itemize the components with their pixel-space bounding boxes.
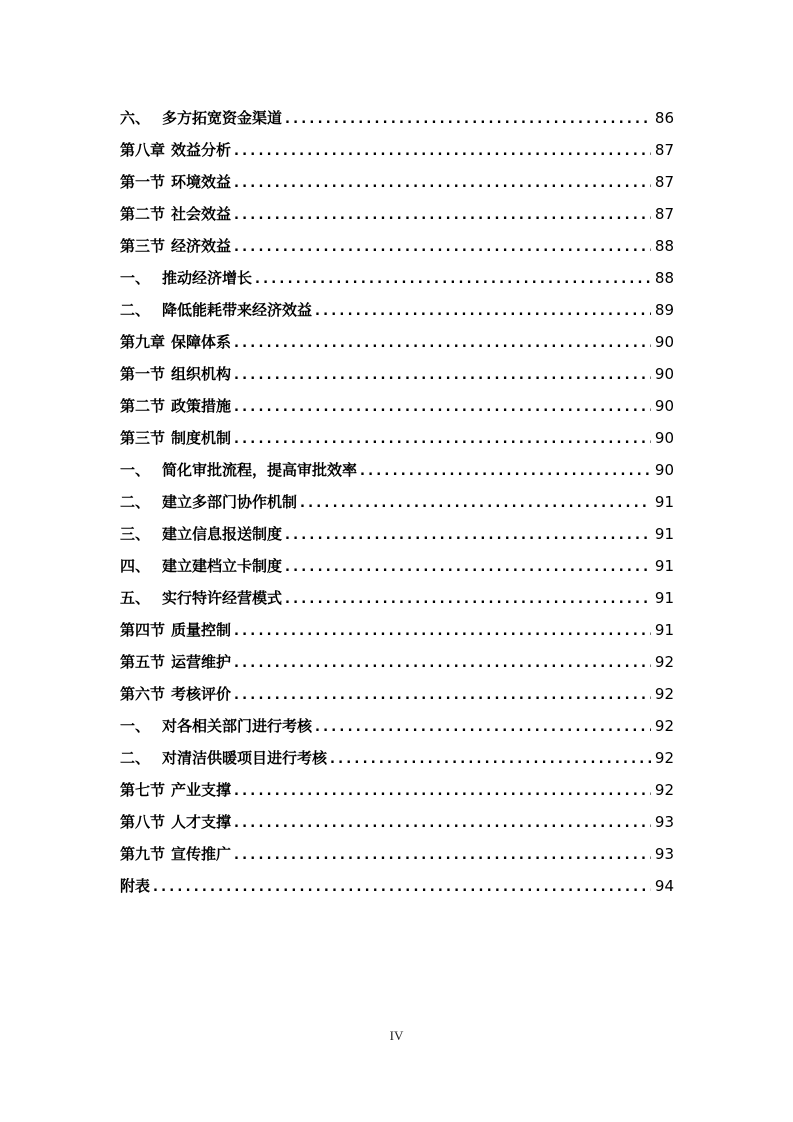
toc-entry-page-number: 91	[654, 557, 674, 575]
toc-entry[interactable]	[120, 422, 674, 454]
toc-dot-leader	[360, 456, 651, 488]
toc-entry-number: 二、	[120, 749, 151, 767]
toc-entry-label	[120, 294, 312, 326]
toc-entry-page-number: 92	[654, 717, 674, 735]
toc-entry-page-number: 92	[654, 781, 674, 799]
toc-entry-label	[120, 166, 231, 198]
toc-entry-number: 三、	[120, 525, 151, 543]
toc-entry-number: 四、	[120, 557, 151, 575]
toc-entry[interactable]	[120, 230, 674, 262]
toc-dot-leader	[234, 680, 651, 712]
toc-entry[interactable]	[120, 582, 674, 614]
toc-entry-title: 人才支撑	[171, 813, 232, 831]
toc-entry-title: 对各相关部门进行考核	[162, 717, 313, 735]
toc-entry[interactable]	[120, 262, 674, 294]
toc-entry-number: 二、	[120, 301, 151, 319]
toc-entry-label	[120, 710, 312, 742]
toc-entry-number: 一、	[120, 717, 151, 735]
toc-entry[interactable]	[120, 550, 674, 582]
toc-entry-title: 建立信息报送制度	[162, 525, 283, 543]
toc-entry-page-number: 89	[654, 301, 674, 319]
toc-entry-page-number: 90	[654, 429, 674, 447]
toc-entry-title: 宣传推广	[171, 845, 232, 863]
toc-entry-number: 第八章	[120, 141, 166, 159]
toc-entry-page-number: 93	[654, 813, 674, 831]
toc-entry-title: 政策措施	[171, 397, 232, 415]
toc-entry[interactable]	[120, 198, 674, 230]
toc-entry[interactable]	[120, 358, 674, 390]
toc-entry-label	[120, 230, 231, 262]
toc-entry[interactable]	[120, 774, 674, 806]
toc-entry-page-number: 91	[654, 621, 674, 639]
toc-entry-number: 第一节	[120, 365, 166, 383]
toc-entry-label	[120, 806, 231, 838]
toc-dot-leader	[234, 200, 651, 232]
toc-entry-label	[120, 262, 252, 294]
toc-entry-title: 保障体系	[171, 333, 232, 351]
toc-entry-title: 社会效益	[171, 205, 232, 223]
toc-entry-page-number: 92	[654, 653, 674, 671]
toc-entry[interactable]	[120, 294, 674, 326]
toc-dot-leader	[234, 392, 651, 424]
toc-entry-title: 附表	[120, 877, 151, 895]
toc-entry-number: 第九节	[120, 845, 166, 863]
toc-entry-label	[120, 326, 231, 358]
toc-dot-leader	[234, 360, 651, 392]
toc-entry[interactable]	[120, 806, 674, 838]
toc-entry-title: 多方拓宽资金渠道	[162, 109, 283, 127]
toc-entry-title: 质量控制	[171, 621, 232, 639]
toc-entry-page-number: 90	[654, 397, 674, 415]
toc-entry-label	[120, 358, 231, 390]
toc-dot-leader	[315, 296, 651, 328]
toc-dot-leader	[234, 648, 651, 680]
toc-entry-number: 二、	[120, 493, 151, 511]
toc-entry-title: 降低能耗带来经济效益	[162, 301, 313, 319]
toc-entry-number: 第五节	[120, 653, 166, 671]
toc-entry-title: 组织机构	[171, 365, 232, 383]
toc-entry[interactable]	[120, 518, 674, 550]
toc-entry-page-number: 91	[654, 493, 674, 511]
toc-dot-leader	[234, 776, 651, 808]
toc-entry-number: 第六节	[120, 685, 166, 703]
toc-entry-page-number: 87	[654, 205, 674, 223]
toc-dot-leader	[153, 872, 651, 904]
toc-entry[interactable]	[120, 838, 674, 870]
toc-dot-leader	[234, 168, 651, 200]
toc-dot-leader	[285, 552, 651, 584]
toc-dot-leader	[315, 712, 651, 744]
page-number-footer: IV	[389, 1028, 404, 1043]
toc-dot-leader	[234, 328, 651, 360]
toc-entry-label	[120, 870, 150, 902]
toc-entry-title: 运营维护	[171, 653, 232, 671]
toc-entry-label	[120, 742, 327, 774]
toc-entry-label	[120, 102, 282, 134]
toc-entry-number: 第二节	[120, 397, 166, 415]
toc-dot-leader	[234, 136, 651, 168]
toc-entry-title: 实行特许经营模式	[162, 589, 283, 607]
toc-entry-label	[120, 486, 297, 518]
toc-entry-label	[120, 550, 282, 582]
toc-dot-leader	[255, 264, 651, 296]
toc-dot-leader	[285, 520, 651, 552]
toc-dot-leader	[330, 744, 651, 776]
toc-entry-label	[120, 582, 282, 614]
toc-entry-label	[120, 422, 231, 454]
toc-entry-page-number: 88	[654, 269, 674, 287]
toc-entry-label	[120, 838, 231, 870]
toc-entry-number: 五、	[120, 589, 151, 607]
toc-entry-page-number: 86	[654, 109, 674, 127]
toc-entry-page-number: 90	[654, 365, 674, 383]
toc-entry-page-number: 90	[654, 333, 674, 351]
toc-entry-label	[120, 518, 282, 550]
toc-entry-label	[120, 774, 231, 806]
toc-entry-title: 效益分析	[171, 141, 232, 159]
toc-dot-leader	[234, 424, 651, 456]
toc-dot-leader	[234, 616, 651, 648]
toc-entry-title: 对清洁供暖项目进行考核	[162, 749, 328, 767]
toc-entry-number: 第八节	[120, 813, 166, 831]
toc-entry-title: 推动经济增长	[162, 269, 253, 287]
toc-entry-title: 建立建档立卡制度	[162, 557, 283, 575]
toc-dot-leader	[285, 104, 651, 136]
toc-entry-label	[120, 678, 231, 710]
toc-entry[interactable]	[120, 678, 674, 710]
toc-dot-leader	[285, 584, 651, 616]
toc-entry-number: 第四节	[120, 621, 166, 639]
toc-entry-label	[120, 198, 231, 230]
toc-entry-page-number: 88	[654, 237, 674, 255]
toc-entry-page-number: 87	[654, 141, 674, 159]
toc-entry[interactable]	[120, 454, 674, 486]
toc-entry[interactable]	[120, 486, 674, 518]
toc-entry-number: 一、	[120, 269, 151, 287]
toc-entry[interactable]	[120, 646, 674, 678]
toc-entry-title: 环境效益	[171, 173, 232, 191]
toc-entry-number: 一、	[120, 461, 151, 479]
toc-entry[interactable]	[120, 390, 674, 422]
toc-entry-page-number: 87	[654, 173, 674, 191]
toc-entry-label	[120, 614, 231, 646]
toc-entry-title: 考核评价	[171, 685, 232, 703]
toc-entry[interactable]	[120, 710, 674, 742]
toc-entry-page-number: 92	[654, 749, 674, 767]
toc-entry-title: 简化审批流程，提高审批效率	[162, 461, 358, 479]
toc-entry-page-number: 91	[654, 589, 674, 607]
toc-entry-number: 第三节	[120, 237, 166, 255]
toc-entry[interactable]	[120, 134, 674, 166]
toc-entry-title: 制度机制	[171, 429, 232, 447]
toc-entry-page-number: 91	[654, 525, 674, 543]
toc-entry-title: 产业支撑	[171, 781, 232, 799]
toc-dot-leader	[300, 488, 651, 520]
toc-entry[interactable]	[120, 742, 674, 774]
toc-entry-number: 第二节	[120, 205, 166, 223]
toc-entry[interactable]	[120, 166, 674, 198]
toc-entry-number: 第九章	[120, 333, 166, 351]
table-of-contents	[120, 102, 674, 902]
toc-entry[interactable]	[120, 326, 674, 358]
toc-entry-label	[120, 134, 231, 166]
toc-entry[interactable]	[120, 102, 674, 134]
toc-entry-label	[120, 390, 231, 422]
toc-entry-page-number: 94	[654, 877, 674, 895]
toc-entry-title: 经济效益	[171, 237, 232, 255]
toc-dot-leader	[234, 232, 651, 264]
toc-entry-page-number: 90	[654, 461, 674, 479]
toc-entry[interactable]	[120, 870, 674, 902]
toc-entry-label	[120, 646, 231, 678]
toc-entry-page-number: 93	[654, 845, 674, 863]
toc-entry-number: 六、	[120, 109, 151, 127]
toc-entry-number: 第七节	[120, 781, 166, 799]
toc-entry-number: 第一节	[120, 173, 166, 191]
toc-dot-leader	[234, 840, 651, 872]
toc-entry[interactable]	[120, 614, 674, 646]
toc-entry-page-number: 92	[654, 685, 674, 703]
toc-entry-label	[120, 454, 357, 486]
toc-entry-title: 建立多部门协作机制	[162, 493, 298, 511]
toc-dot-leader	[234, 808, 651, 840]
toc-entry-number: 第三节	[120, 429, 166, 447]
